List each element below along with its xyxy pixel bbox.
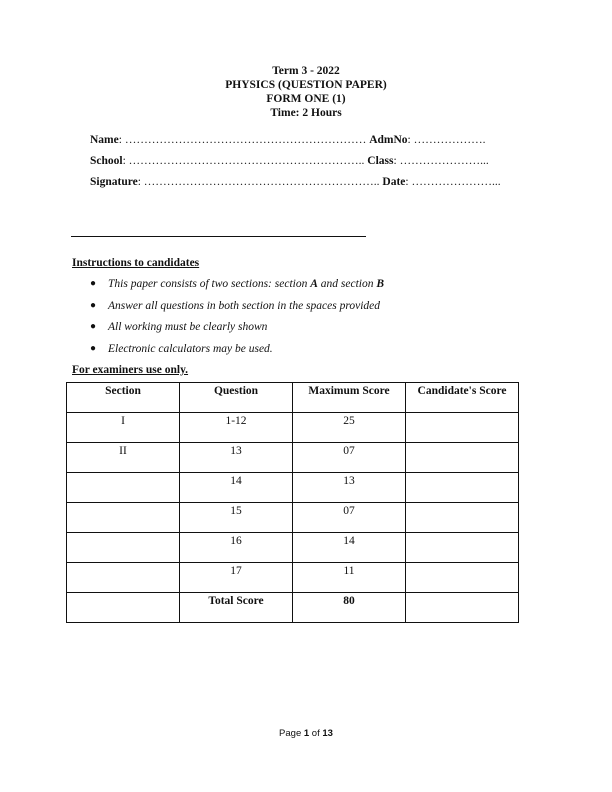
class-field[interactable]: …………………... <box>399 155 489 167</box>
school-label: School <box>90 155 123 167</box>
time-label: Time: 2 Hours <box>270 107 342 119</box>
name-field[interactable]: ……………………………………………………… <box>124 134 367 146</box>
cell-max-score: 11 <box>293 563 406 593</box>
cell-candidate-score[interactable] <box>406 533 519 563</box>
cell-section: II <box>67 443 180 473</box>
cell-candidate-score[interactable] <box>406 413 519 443</box>
examiners-title: For examiners use only. <box>72 364 189 376</box>
cell-max-score: 07 <box>293 443 406 473</box>
cell-section: I <box>67 413 180 443</box>
cell-question: 1-12 <box>180 413 293 443</box>
cell-max-score: 25 <box>293 413 406 443</box>
table-header-row <box>67 383 519 413</box>
bullet-icon: ● <box>90 299 97 311</box>
school-field[interactable]: …………………………………………………….. <box>128 155 365 167</box>
cell-question: 17 <box>180 563 293 593</box>
total-max-score: 80 <box>293 593 406 623</box>
signature-row: Signature: …………………………………………………….. Date: …………………... <box>90 176 501 188</box>
table-row <box>67 473 519 503</box>
admno-field[interactable]: ………………. <box>413 134 486 146</box>
cell-candidate-score[interactable] <box>406 443 519 473</box>
header-candidate-score: Candidate's Score <box>406 383 519 413</box>
cell-candidate-score[interactable] <box>406 503 519 533</box>
cell-candidate-score[interactable] <box>406 563 519 593</box>
header-section: Section <box>67 383 180 413</box>
page-footer: Page 1 of 13 <box>279 728 333 739</box>
form-label: FORM ONE (1) <box>266 93 346 105</box>
cell-section <box>67 563 180 593</box>
horizontal-rule <box>71 236 366 237</box>
cell-section <box>67 593 180 623</box>
score-table <box>66 382 519 623</box>
cell-section <box>67 533 180 563</box>
cell-max-score: 13 <box>293 473 406 503</box>
name-row: Name: ……………………………………………………… AdmNo: ………………. <box>90 134 486 146</box>
date-field[interactable]: …………………... <box>411 176 501 188</box>
cell-question: 15 <box>180 503 293 533</box>
instruction-item: ● Answer all questions in both section in the spaces provided <box>90 299 381 312</box>
date-label: Date <box>382 176 406 188</box>
candidate-fields <box>90 133 530 196</box>
header-question: Question <box>180 383 293 413</box>
table-row <box>67 503 519 533</box>
instructions-title: Instructions to candidates <box>72 257 200 269</box>
cell-question: 13 <box>180 443 293 473</box>
signature-field[interactable]: …………………………………………………….. <box>143 176 380 188</box>
bullet-icon: ● <box>90 278 97 289</box>
subject-title: PHYSICS (QUESTION PAPER) <box>225 79 387 91</box>
name-label: Name <box>90 134 119 146</box>
cell-question: 14 <box>180 473 293 503</box>
cell-question: 16 <box>180 533 293 563</box>
cell-max-score: 07 <box>293 503 406 533</box>
bullet-icon: ● <box>90 342 97 354</box>
current-page: 1 <box>303 728 310 739</box>
table-row <box>67 413 519 443</box>
bullet-icon: ● <box>90 321 97 332</box>
class-label: Class <box>367 155 394 167</box>
admno-label: AdmNo <box>369 134 408 146</box>
total-row <box>67 593 519 623</box>
cell-candidate-score[interactable] <box>406 473 519 503</box>
cell-section <box>67 473 180 503</box>
total-pages: 13 <box>322 728 333 739</box>
signature-label: Signature <box>90 176 138 188</box>
instruction-item: ● All working must be clearly shown <box>90 321 268 333</box>
cell-max-score: 14 <box>293 533 406 563</box>
table-row <box>67 563 519 593</box>
document-header <box>0 64 612 120</box>
cell-section <box>67 503 180 533</box>
table-row <box>67 443 519 473</box>
term-label: Term 3 - 2022 <box>272 65 340 77</box>
instructions-list <box>90 277 384 363</box>
instruction-item: ● Electronic calculators may be used. <box>90 342 273 355</box>
total-candidate-score[interactable] <box>406 593 519 623</box>
school-row: School: …………………………………………………….. Class: …………………... <box>90 155 489 167</box>
table-row <box>67 533 519 563</box>
total-score-label: Total Score <box>180 593 293 623</box>
header-maximum-score: Maximum Score <box>293 383 406 413</box>
instruction-item: ● This paper consists of two sections: section A and section B <box>90 278 385 290</box>
